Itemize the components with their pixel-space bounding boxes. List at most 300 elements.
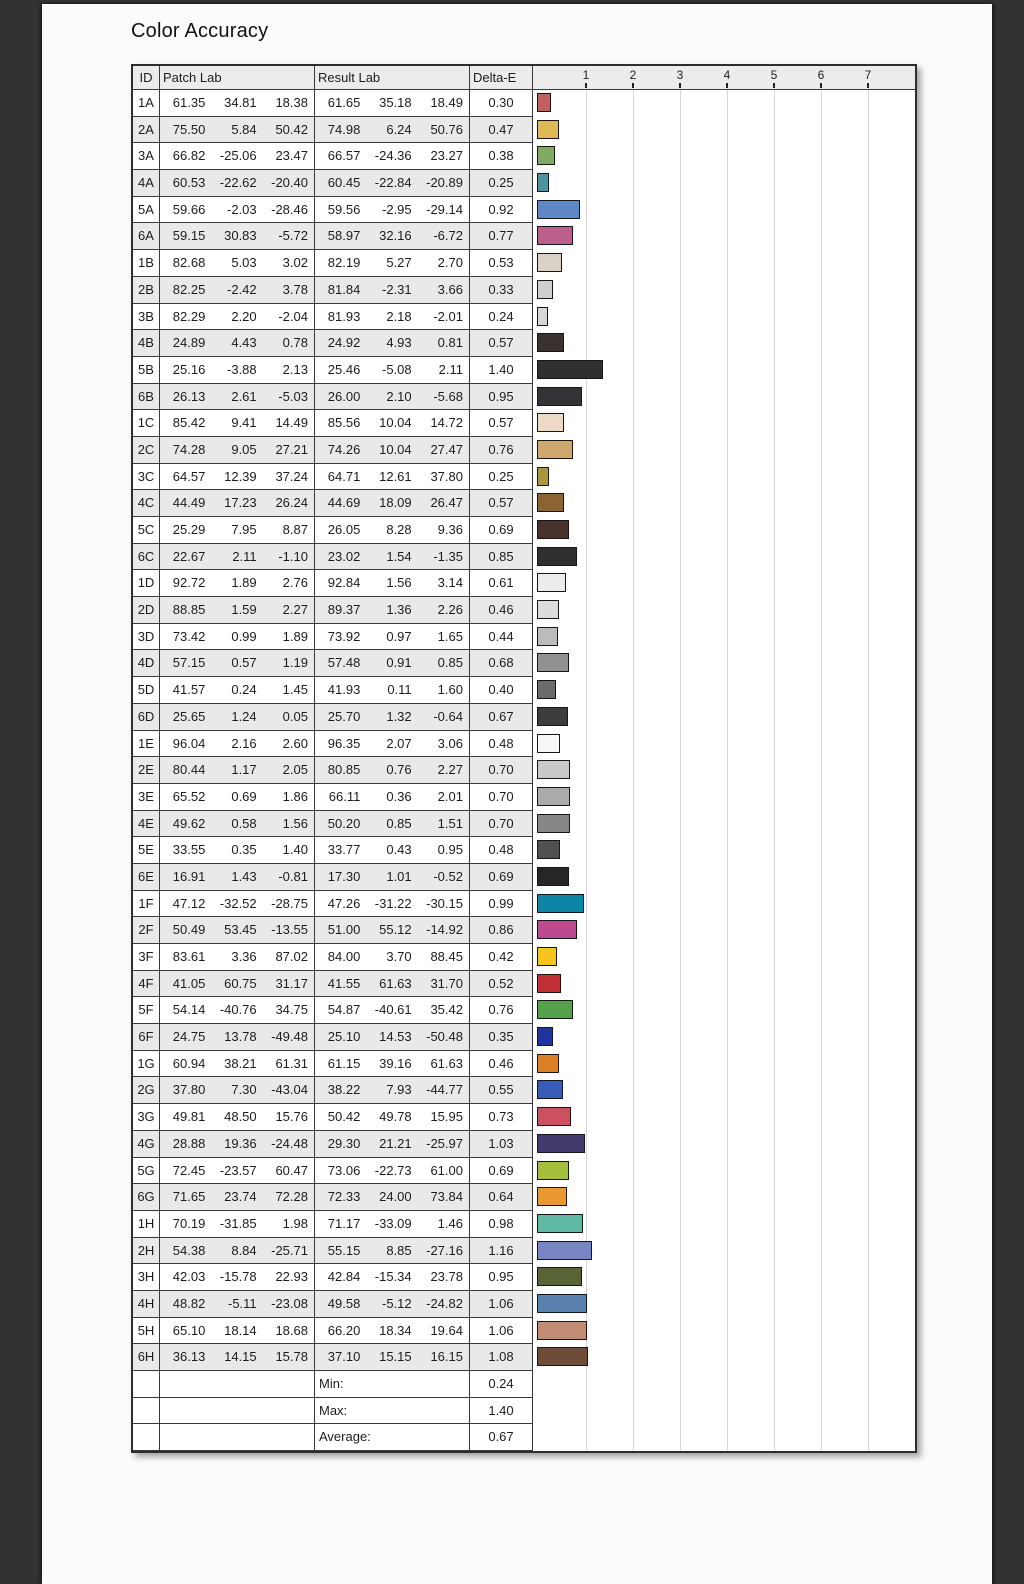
lab-value: 50.42 xyxy=(327,1109,361,1125)
lab-value: 2.11 xyxy=(232,548,257,564)
lab-value: -2.31 xyxy=(382,281,412,297)
lab-value: 9.36 xyxy=(437,522,463,537)
lab-value: 73.42 xyxy=(172,628,206,644)
lab-value: 2.60 xyxy=(282,735,308,751)
delta-bar xyxy=(537,467,549,486)
lab-value: 15.76 xyxy=(275,1109,308,1125)
lab-value: 1.59 xyxy=(231,602,257,618)
lab-value: 37.24 xyxy=(275,468,308,484)
lab-value: -1.35 xyxy=(433,548,463,564)
delta-e-value: 0.38 xyxy=(470,143,533,170)
delta-bar xyxy=(537,573,566,592)
lab-value: 26.13 xyxy=(172,388,206,404)
result-lab-values xyxy=(315,917,470,944)
lab-value: 1.01 xyxy=(386,868,412,884)
delta-e-value: 0.99 xyxy=(470,891,533,918)
delta-e-value: 0.48 xyxy=(470,837,533,864)
lab-value: 59.66 xyxy=(172,201,206,217)
delta-bar xyxy=(537,173,549,192)
patch-id: 4H xyxy=(133,1291,160,1318)
summary-value: 0.24 xyxy=(470,1371,533,1398)
lab-value: 1.89 xyxy=(282,628,308,644)
lab-value: 71.65 xyxy=(172,1189,206,1205)
lab-value: -22.84 xyxy=(374,175,412,191)
empty-patch-cell xyxy=(160,1371,315,1398)
lab-value: 0.85 xyxy=(437,655,463,671)
axis-tick-label: 2 xyxy=(629,68,637,82)
result-lab-values xyxy=(315,1238,470,1265)
delta-e-value: 0.46 xyxy=(470,597,533,624)
lab-value: -2.95 xyxy=(382,201,412,217)
result-lab-values xyxy=(315,1318,470,1345)
lab-value: 44.49 xyxy=(172,495,206,511)
delta-bar xyxy=(537,413,564,432)
lab-value: -40.61 xyxy=(374,1002,412,1018)
patch-id: 6A xyxy=(133,223,160,250)
patch-id: 2H xyxy=(133,1238,160,1265)
delta-e-value: 0.95 xyxy=(470,1264,533,1291)
patch-id: 2B xyxy=(133,277,160,304)
lab-value: 8.87 xyxy=(282,522,308,537)
lab-value: 49.62 xyxy=(172,815,206,831)
delta-e-value: 0.47 xyxy=(470,117,533,144)
lab-value: 23.47 xyxy=(275,148,308,164)
patch-id: 2F xyxy=(133,917,160,944)
lab-value: 0.36 xyxy=(386,788,412,804)
delta-e-value: 0.57 xyxy=(470,410,533,437)
result-lab-values xyxy=(315,811,470,838)
lab-value: 87.02 xyxy=(275,949,308,964)
lab-value: 23.02 xyxy=(327,548,361,564)
delta-bar xyxy=(537,1267,582,1286)
lab-value: 5.27 xyxy=(386,255,412,271)
empty-id-cell xyxy=(133,1371,160,1398)
lab-value: -2.01 xyxy=(433,308,463,324)
delta-bar xyxy=(537,947,557,966)
lab-value: 1.19 xyxy=(282,655,308,671)
lab-value: 0.35 xyxy=(231,842,257,858)
lab-value: -20.89 xyxy=(426,175,463,191)
lab-value: 0.95 xyxy=(437,842,463,858)
result-lab-values xyxy=(315,1158,470,1185)
lab-value: 82.19 xyxy=(327,255,361,271)
lab-value: 3.06 xyxy=(437,735,463,751)
lab-value: 64.57 xyxy=(172,468,206,484)
lab-value: -22.62 xyxy=(219,175,257,191)
lab-value: 2.27 xyxy=(282,602,308,618)
lab-value: 47.26 xyxy=(327,895,361,911)
lab-value: 0.91 xyxy=(386,655,412,671)
lab-value: 82.68 xyxy=(172,255,206,271)
delta-e-value: 0.68 xyxy=(470,650,533,677)
patch-id: 4E xyxy=(133,811,160,838)
lab-value: 24.89 xyxy=(172,335,206,351)
patch-id: 1E xyxy=(133,731,160,758)
delta-e-value: 0.85 xyxy=(470,544,533,571)
lab-value: 26.05 xyxy=(327,522,361,537)
delta-e-value: 0.42 xyxy=(470,944,533,971)
patch-id: 6H xyxy=(133,1344,160,1371)
lab-value: -5.08 xyxy=(382,361,412,377)
patch-lab-values xyxy=(160,837,315,864)
lab-value: 61.31 xyxy=(275,1055,308,1071)
empty-patch-cell xyxy=(160,1398,315,1425)
lab-value: -0.52 xyxy=(433,868,463,884)
patch-lab-values xyxy=(160,90,315,117)
lab-value: 71.17 xyxy=(327,1215,361,1231)
lab-value: 26.47 xyxy=(430,495,463,511)
lab-value: 29.30 xyxy=(327,1135,361,1151)
result-lab-values xyxy=(315,971,470,998)
lab-value: -50.48 xyxy=(426,1029,463,1045)
patch-lab-values xyxy=(160,170,315,197)
summary-value: 1.40 xyxy=(470,1398,533,1425)
lab-value: 3.70 xyxy=(386,949,412,964)
lab-value: 38.22 xyxy=(327,1082,361,1098)
lab-value: 26.24 xyxy=(275,495,308,511)
lab-value: 49.58 xyxy=(327,1295,361,1311)
lab-value: 22.67 xyxy=(172,548,206,564)
result-lab-values xyxy=(315,1131,470,1158)
color-accuracy-table xyxy=(131,64,917,1453)
patch-id: 6F xyxy=(133,1024,160,1051)
lab-value: 15.15 xyxy=(379,1349,412,1365)
lab-value: 0.24 xyxy=(231,682,257,698)
lab-value: 25.16 xyxy=(172,361,206,377)
lab-value: 59.56 xyxy=(327,201,361,217)
result-lab-values xyxy=(315,1291,470,1318)
delta-bar xyxy=(537,120,559,139)
axis-tick-mark xyxy=(773,83,775,88)
lab-value: 89.37 xyxy=(327,602,361,618)
patch-id: 6G xyxy=(133,1184,160,1211)
patch-lab-values xyxy=(160,864,315,891)
patch-id: 4C xyxy=(133,490,160,517)
table-header-row xyxy=(133,66,915,90)
lab-value: 66.82 xyxy=(172,148,206,164)
lab-value: 33.55 xyxy=(172,842,206,858)
patch-lab-values xyxy=(160,917,315,944)
patch-lab-values xyxy=(160,490,315,517)
lab-value: 24.92 xyxy=(327,335,361,351)
lab-value: 0.85 xyxy=(386,815,412,831)
lab-value: 66.11 xyxy=(328,788,361,804)
delta-bar xyxy=(537,1321,587,1340)
result-lab-values xyxy=(315,517,470,544)
delta-bar xyxy=(537,146,555,165)
lab-value: 31.70 xyxy=(430,975,463,991)
lab-value: 41.93 xyxy=(327,682,361,698)
lab-value: 39.16 xyxy=(379,1055,412,1071)
lab-value: 0.76 xyxy=(386,762,412,778)
lab-value: 82.29 xyxy=(172,308,206,324)
lab-value: -28.75 xyxy=(271,895,308,911)
lab-value: 0.11 xyxy=(387,682,412,698)
lab-value: 33.77 xyxy=(327,842,361,858)
delta-e-value: 0.35 xyxy=(470,1024,533,1051)
delta-e-value: 0.70 xyxy=(470,811,533,838)
patch-id: 6C xyxy=(133,544,160,571)
lab-value: -24.82 xyxy=(426,1295,463,1311)
lab-value: 16.15 xyxy=(430,1349,463,1365)
lab-value: 25.70 xyxy=(327,708,361,724)
patch-lab-values xyxy=(160,677,315,704)
lab-value: 34.81 xyxy=(224,95,257,110)
lab-value: 2.27 xyxy=(437,762,463,778)
delta-bar xyxy=(537,387,582,406)
patch-lab-values xyxy=(160,304,315,331)
result-lab-values xyxy=(315,731,470,758)
patch-lab-values xyxy=(160,330,315,357)
lab-value: 1.56 xyxy=(282,815,308,831)
lab-value: 1.43 xyxy=(231,868,257,884)
header-patch-lab: Patch Lab xyxy=(160,66,315,90)
lab-value: 1.24 xyxy=(231,708,257,724)
delta-bar xyxy=(537,440,573,459)
lab-value: 96.04 xyxy=(172,735,206,751)
lab-value: 61.15 xyxy=(327,1055,361,1071)
result-lab-values xyxy=(315,1211,470,1238)
lab-value: -27.16 xyxy=(426,1242,463,1258)
lab-value: 2.11 xyxy=(438,361,463,377)
lab-value: 1.86 xyxy=(282,788,308,804)
delta-e-value: 0.44 xyxy=(470,624,533,651)
lab-value: 74.28 xyxy=(172,441,206,457)
lab-value: 19.64 xyxy=(430,1322,463,1338)
delta-e-value: 0.76 xyxy=(470,997,533,1024)
delta-e-value: 0.57 xyxy=(470,490,533,517)
lab-value: 9.41 xyxy=(231,415,257,431)
axis-tick-mark xyxy=(726,83,728,88)
lab-value: 31.17 xyxy=(275,975,308,991)
patch-id: 2D xyxy=(133,597,160,624)
lab-value: 54.87 xyxy=(327,1002,361,1018)
lab-value: 74.98 xyxy=(327,121,361,137)
lab-value: 50.42 xyxy=(275,121,308,137)
lab-value: -25.06 xyxy=(219,148,257,164)
lab-value: 66.20 xyxy=(327,1322,361,1338)
lab-value: -6.72 xyxy=(433,228,463,244)
patch-id: 2G xyxy=(133,1077,160,1104)
empty-id-cell xyxy=(133,1398,160,1425)
result-lab-values xyxy=(315,997,470,1024)
lab-value: 60.47 xyxy=(275,1162,308,1178)
gridline xyxy=(774,90,775,1451)
delta-e-value: 0.77 xyxy=(470,223,533,250)
lab-value: 21.21 xyxy=(379,1135,412,1151)
patch-lab-values xyxy=(160,1264,315,1291)
lab-value: 18.49 xyxy=(430,95,463,110)
lab-value: 3.14 xyxy=(437,575,463,591)
lab-value: 96.35 xyxy=(327,735,361,751)
delta-e-value: 1.08 xyxy=(470,1344,533,1371)
result-lab-values xyxy=(315,277,470,304)
patch-lab-values xyxy=(160,1344,315,1371)
patch-id: 1B xyxy=(133,250,160,277)
lab-value: 81.84 xyxy=(327,281,361,297)
lab-value: -31.85 xyxy=(219,1215,257,1231)
lab-value: 2.70 xyxy=(437,255,463,271)
lab-value: 2.61 xyxy=(231,388,257,404)
delta-bar xyxy=(537,707,568,726)
lab-value: 73.06 xyxy=(327,1162,361,1178)
lab-value: 15.78 xyxy=(275,1349,308,1365)
lab-value: 1.32 xyxy=(386,708,412,724)
lab-value: 5.03 xyxy=(231,255,257,271)
lab-value: 74.26 xyxy=(327,441,361,457)
lab-value: 10.04 xyxy=(379,441,412,457)
summary-label: Max: xyxy=(315,1398,470,1425)
lab-value: 10.04 xyxy=(379,415,412,431)
delta-e-value: 0.46 xyxy=(470,1051,533,1078)
delta-e-value: 0.25 xyxy=(470,170,533,197)
patch-lab-values xyxy=(160,811,315,838)
lab-value: -23.08 xyxy=(271,1295,308,1311)
delta-bar xyxy=(537,307,548,326)
lab-value: 13.78 xyxy=(224,1029,257,1045)
lab-value: 54.38 xyxy=(172,1242,206,1258)
lab-value: 6.24 xyxy=(386,121,412,137)
result-lab-values xyxy=(315,704,470,731)
lab-value: 18.68 xyxy=(275,1322,308,1338)
lab-value: -2.04 xyxy=(278,308,308,324)
delta-e-value: 0.53 xyxy=(470,250,533,277)
summary-value: 0.67 xyxy=(470,1424,533,1451)
patch-lab-values xyxy=(160,1318,315,1345)
gridline xyxy=(868,90,869,1451)
delta-e-value: 1.06 xyxy=(470,1318,533,1345)
patch-id: 3A xyxy=(133,143,160,170)
delta-e-value: 0.92 xyxy=(470,197,533,224)
delta-e-value: 0.40 xyxy=(470,677,533,704)
lab-value: 7.93 xyxy=(386,1082,412,1098)
patch-lab-values xyxy=(160,1024,315,1051)
lab-value: 1.56 xyxy=(386,575,412,591)
result-lab-values xyxy=(315,757,470,784)
result-lab-values xyxy=(315,437,470,464)
lab-value: 23.74 xyxy=(224,1189,257,1205)
lab-value: -49.48 xyxy=(271,1029,308,1045)
delta-bar xyxy=(537,680,556,699)
patch-id: 5F xyxy=(133,997,160,1024)
lab-value: 3.66 xyxy=(437,281,463,297)
lab-value: 57.15 xyxy=(172,655,206,671)
lab-value: 12.61 xyxy=(379,468,412,484)
patch-lab-values xyxy=(160,143,315,170)
lab-value: 41.57 xyxy=(172,682,206,698)
lab-value: 27.47 xyxy=(430,441,463,457)
delta-e-value: 1.03 xyxy=(470,1131,533,1158)
lab-value: 1.17 xyxy=(231,762,257,778)
lab-value: 0.05 xyxy=(282,708,308,724)
lab-value: -5.03 xyxy=(278,388,308,404)
lab-value: 3.02 xyxy=(282,255,308,271)
patch-id: 1G xyxy=(133,1051,160,1078)
lab-value: 17.23 xyxy=(224,495,257,511)
result-lab-values xyxy=(315,1264,470,1291)
patch-id: 5H xyxy=(133,1318,160,1345)
patch-lab-values xyxy=(160,597,315,624)
gridline xyxy=(727,90,728,1451)
result-lab-values xyxy=(315,117,470,144)
lab-value: 50.76 xyxy=(430,121,463,137)
patch-id: 2C xyxy=(133,437,160,464)
lab-value: -15.78 xyxy=(219,1269,257,1285)
delta-bar xyxy=(537,1027,553,1046)
delta-bar xyxy=(537,1347,588,1366)
lab-value: 65.52 xyxy=(172,788,206,804)
patch-lab-values xyxy=(160,357,315,384)
lab-value: 23.78 xyxy=(430,1269,463,1285)
lab-value: -24.48 xyxy=(271,1135,308,1151)
lab-value: 2.26 xyxy=(437,602,463,618)
axis-tick-mark xyxy=(585,83,587,88)
lab-value: 2.07 xyxy=(386,735,412,751)
patch-id: 1D xyxy=(133,570,160,597)
lab-value: -20.40 xyxy=(271,175,308,191)
patch-lab-values xyxy=(160,570,315,597)
lab-value: 32.16 xyxy=(379,228,412,244)
lab-value: 18.09 xyxy=(379,495,412,511)
lab-value: 37.80 xyxy=(430,468,463,484)
lab-value: -40.76 xyxy=(219,1002,257,1018)
lab-value: -43.04 xyxy=(271,1082,308,1098)
delta-bar xyxy=(537,1241,592,1260)
lab-value: 61.65 xyxy=(327,95,361,110)
lab-value: 72.28 xyxy=(275,1189,308,1205)
lab-value: 84.00 xyxy=(327,949,361,964)
lab-value: 55.15 xyxy=(327,1242,361,1258)
lab-value: 7.30 xyxy=(231,1082,257,1098)
patch-lab-values xyxy=(160,544,315,571)
delta-e-value: 0.52 xyxy=(470,971,533,998)
delta-bar xyxy=(537,653,569,672)
lab-value: 19.36 xyxy=(224,1135,257,1151)
lab-value: 48.82 xyxy=(172,1295,206,1311)
result-lab-values xyxy=(315,944,470,971)
patch-id: 5B xyxy=(133,357,160,384)
result-lab-values xyxy=(315,864,470,891)
delta-e-value: 0.70 xyxy=(470,784,533,811)
delta-bar xyxy=(537,1214,583,1233)
delta-bar xyxy=(537,760,570,779)
lab-value: 8.84 xyxy=(231,1242,257,1258)
lab-value: 70.19 xyxy=(172,1215,206,1231)
lab-value: 24.00 xyxy=(379,1189,412,1205)
axis-tick-label: 3 xyxy=(676,68,684,82)
lab-value: 92.84 xyxy=(327,575,361,591)
lab-value: 1.46 xyxy=(437,1215,463,1231)
delta-e-value: 1.06 xyxy=(470,1291,533,1318)
lab-value: 25.65 xyxy=(172,708,206,724)
patch-lab-values xyxy=(160,944,315,971)
patch-id: 4G xyxy=(133,1131,160,1158)
lab-value: 75.50 xyxy=(172,121,206,137)
lab-value: 18.38 xyxy=(275,95,308,110)
page-title: Color Accuracy xyxy=(131,20,269,42)
patch-id: 3D xyxy=(133,624,160,651)
lab-value: 44.69 xyxy=(327,495,361,511)
delta-e-value: 0.30 xyxy=(470,90,533,117)
lab-value: 85.56 xyxy=(327,415,361,431)
patch-lab-values xyxy=(160,410,315,437)
delta-bar xyxy=(537,200,580,219)
lab-value: 58.97 xyxy=(327,228,361,244)
delta-bar xyxy=(537,814,570,833)
result-lab-values xyxy=(315,410,470,437)
lab-value: 92.72 xyxy=(172,575,206,591)
patch-id: 6D xyxy=(133,704,160,731)
